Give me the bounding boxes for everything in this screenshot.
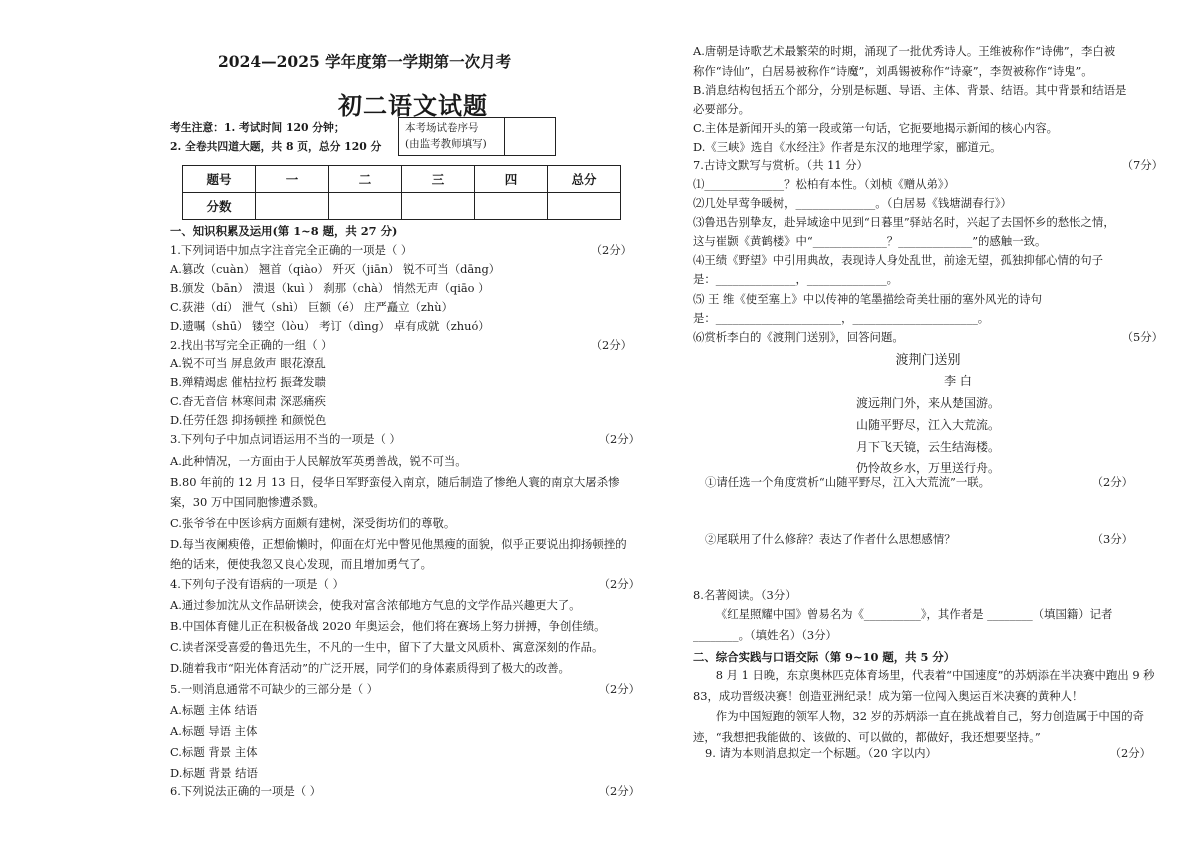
poem-author: 李 白 — [944, 374, 972, 388]
question-8-text[interactable]: 《红星照耀中国》曾易名为《__________》，其作者是 ________（填国籍）记者 ________。（填姓名）（3分） — [693, 607, 1113, 642]
serial-label-line1: 本考场试卷序号 — [405, 122, 479, 134]
question-9-text: 9. 请为本则消息拟定一个标题。（20 字以内） — [705, 746, 937, 760]
news-paragraph-1: 8 月 1 日晚，东京奥林匹克体育场里，代表着“中国速度”的苏炳添在半决赛中跑出 9 秒 83，成功晋级决赛！创造亚洲纪录！成为第一位闯入奥运百米决赛的黄种人！ — [693, 668, 1155, 703]
question-1-text: 1.下列词语中加点字注音完全正确的一项是（ ） — [170, 243, 413, 257]
option-1a: A.篡改（cuàn） 翘首（qiào） 歼灭（jiān） 锐不可当（dāng） — [170, 262, 501, 276]
option-3a: A.此种情况，一方面由于人民解放军英勇善战，锐不可当。 — [170, 454, 467, 468]
option-1c: C.荻港（dí） 泄气（shì） 巨额（é） 庄严矗立（zhù） — [170, 300, 453, 314]
option-1b: B.颁发（bān） 溃退（kuì ） 刹那（chà） 悄然无声（qiāo ） — [170, 281, 490, 295]
score-table-head-row — [183, 166, 621, 193]
question-7-text: 7.古诗文默写与赏析。（共 11 分） — [693, 158, 868, 172]
option-3b-line1: B.80 年前的 12 月 13 日，侵华日军野蛮侵入南京，随后制造了惨绝人寰的南京大屠杀惨 — [170, 475, 620, 489]
question-3-text: 3.下列句子中加点词语运用不当的一项是（ ） — [170, 432, 401, 446]
poem-line: 渡远荆门外，来从楚国游。 — [855, 396, 1000, 410]
score-head-cell: 二 — [329, 166, 402, 193]
option-6a-line1: A.唐朝是诗歌艺术最繁荣的时期，涌现了一批优秀诗人。王维被称作“诗佛”，李白被 — [693, 44, 1116, 58]
score-table-score-row — [183, 193, 621, 220]
question-5 — [170, 682, 640, 696]
question-3 — [170, 432, 640, 446]
question-2 — [170, 338, 640, 352]
score-head-cell: 三 — [402, 166, 475, 193]
option-5b: A.标题 导语 主体 — [170, 724, 258, 738]
question-4-text: 4.下列句子没有语病的一项是（ ） — [170, 577, 344, 591]
question-7 — [693, 158, 1163, 172]
news-paragraph-2: 作为中国短跑的领军人物，32 岁的苏炳添一直在挑战着自己，努力创造属于中国的奇迹，“我想把我能做的、该做的、可以做的，都做好，我还想要坚持。” — [693, 709, 1144, 744]
poem-title: 渡荆门送别 — [895, 353, 961, 368]
option-5a: A.标题 主体 结语 — [170, 703, 258, 717]
sub-question-1-text: ①请任选一个角度赏析“山随平野尽，江入大荒流”一联。 — [705, 475, 991, 489]
option-1d: D.遗嘱（shū） 镂空（lòu） 考订（dìng） 卓有成就（zhuó） — [170, 319, 490, 333]
serial-label-line2: (由监考教师填写) — [405, 138, 487, 150]
question-9-points: （2分） — [1109, 746, 1151, 760]
score-cell[interactable] — [402, 193, 475, 220]
score-row-label: 分数 — [183, 193, 256, 220]
serial-box — [398, 117, 556, 156]
question-2-points: （2分） — [590, 338, 632, 352]
option-5d: D.标题 背景 结语 — [170, 766, 258, 780]
question-4 — [170, 577, 640, 591]
question-6-points: （2分） — [598, 784, 640, 798]
question-7-6 — [693, 330, 1163, 344]
option-6c: C.主体是新闻开头的第一段或第一句话，它扼要地揭示新闻的核心内容。 — [693, 121, 1059, 135]
question-9 — [705, 746, 1163, 760]
question-7-4-line2[interactable]: 是：______________，______________。 — [693, 272, 899, 286]
question-7-2[interactable]: ⑵几处早莺争暖树，______________。（白居易《钱塘湖春行》） — [693, 196, 1012, 210]
score-head-cell: 一 — [256, 166, 329, 193]
question-5-points: （2分） — [598, 682, 640, 696]
question-7-3-line1: ⑶鲁迅告别挚友，赴异域途中见到“日暮里”驿站名时，兴起了去国怀乡的愁怅之情， — [693, 215, 1115, 229]
score-cell[interactable] — [256, 193, 329, 220]
notice-1: 考生注意：1. 考试时间 120 分钟； — [170, 121, 345, 134]
sub-question-2 — [705, 532, 1163, 546]
question-7-6-text: ⑹赏析李白的《渡荆门送别》，回答问题。 — [693, 330, 904, 344]
question-4-points: （2分） — [598, 577, 640, 591]
serial-label — [399, 118, 505, 155]
option-3c: C.张爷爷在中医诊病方面颇有建树，深受街坊们的尊敬。 — [170, 516, 456, 530]
option-6b-line1: B.消息结构包括五个部分，分别是标题、导语、主体、背景、结语。其中背景和结语是 — [693, 83, 1127, 97]
score-cell[interactable] — [475, 193, 548, 220]
option-4d: D.随着我市“阳光体育活动”的广泛开展，同学们的身体素质得到了极大的改善。 — [170, 661, 570, 675]
question-7-5-line1: ⑸ 王 维《使至塞上》中以传神的笔墨描绘奇美壮丽的塞外风光的诗句 — [693, 292, 1042, 306]
score-head-cell: 四 — [475, 166, 548, 193]
option-2d: D.任劳任怨 抑扬顿挫 和颜悦色 — [170, 413, 327, 427]
score-cell[interactable] — [548, 193, 621, 220]
option-3d-line1: D.每当夜阑瘐倦，正想偷懒时，仰面在灯光中瞥见他黑瘦的面貌，似乎正要说出抑扬顿挫的 — [170, 537, 627, 551]
section-1-heading: 一、知识积累及运用(第 1~8 题，共 27 分) — [170, 224, 398, 238]
exam-subtitle: 初二语文试题 — [338, 91, 488, 120]
poem-line: 山随平野尽，江入大荒流。 — [855, 418, 1000, 432]
option-4b: B.中国体育健儿正在积极备战 2020 年奥运会，他们将在赛场上努力拼搏，争创佳绩。 — [170, 619, 606, 633]
option-2a: A.锐不可当 屏息敛声 眼花潦乱 — [170, 356, 326, 370]
question-3-points: （2分） — [598, 432, 640, 446]
option-6d: D.《三峡》选自《水经注》作者是东汉的地理学家，郦道元。 — [693, 140, 1002, 154]
option-6b-line2: 必要部分。 — [693, 102, 750, 116]
score-table — [182, 165, 621, 220]
question-7-6-points: （5分） — [1121, 330, 1163, 344]
option-2b: B.殚精竭虑 催枯拉朽 振聋发聩 — [170, 375, 326, 389]
score-head-cell: 总分 — [548, 166, 621, 193]
section-2-heading: 二、综合实践与口语交际（第 9~10 题，共 5 分） — [693, 650, 956, 664]
poem-line: 月下飞天镜，云生结海楼。 — [855, 440, 1000, 454]
sub-question-2-text: ②尾联用了什么修辞？表达了作者什么思想感情？ — [705, 532, 956, 546]
question-6 — [170, 784, 640, 798]
question-7-5-line2[interactable]: 是：______________________，______________________。 — [693, 311, 990, 325]
question-7-3-line2[interactable]: 这与崔颢《黄鹤楼》中“_____________？_____________”的感触一致。 — [693, 234, 1047, 248]
option-5c: C.标题 背景 主体 — [170, 745, 258, 759]
score-cell[interactable] — [329, 193, 402, 220]
sub-question-1-points: （2分） — [1091, 475, 1133, 489]
question-8: 8.名著阅读。（3分） — [693, 588, 797, 602]
option-2c: C.杳无音信 林寒间肃 深恶痛疾 — [170, 394, 326, 408]
question-7-points: （7分） — [1121, 158, 1163, 172]
notice-2: 2. 全卷共四道大题，共 8 页，总分 120 分 — [170, 140, 382, 153]
option-4c: C.读者深受喜爱的鲁迅先生，不凡的一生中，留下了大量文风质朴、寓意深刻的作品。 — [170, 640, 604, 654]
option-3d-line2: 绝的话来，便使我忽又良心发现，而且增加勇气了。 — [170, 557, 432, 571]
option-6a-line2: 称作“诗仙”，白居易被称作“诗魔”，刘禹锡被称作“诗豪”，李贺被称作“诗鬼”。 — [693, 64, 1093, 78]
question-1 — [170, 243, 640, 257]
option-3b-line2: 案，30 万中国同胞惨遭杀戮。 — [170, 495, 325, 509]
question-6-text: 6.下列说法正确的一项是（ ） — [170, 784, 322, 798]
question-1-points: （2分） — [590, 243, 632, 257]
option-4a: A.通过参加沈从文作品研读会，使我对富含浓郁地方气息的文学作品兴趣更大了。 — [170, 598, 581, 612]
score-head-cell: 题号 — [183, 166, 256, 193]
exam-title: 2024—2025 学年度第一学期第一次月考 — [218, 52, 512, 71]
question-2-text: 2.找出书写完全正确的一组（ ） — [170, 338, 333, 352]
question-7-1[interactable]: ⑴______________？松柏有本性。（刘桢《赠从弟》） — [693, 177, 955, 191]
question-5-text: 5.一则消息通常不可缺少的三部分是（ ） — [170, 682, 379, 696]
sub-question-1 — [705, 475, 1163, 489]
poem-line: 仍怜故乡水，万里送行舟。 — [855, 461, 1000, 475]
sub-question-2-points: （3分） — [1091, 532, 1133, 546]
question-7-4-line1: ⑷王绩《野望》中引用典故，表现诗人身处乱世，前途无望，孤独抑郁心情的句子 — [693, 253, 1104, 267]
